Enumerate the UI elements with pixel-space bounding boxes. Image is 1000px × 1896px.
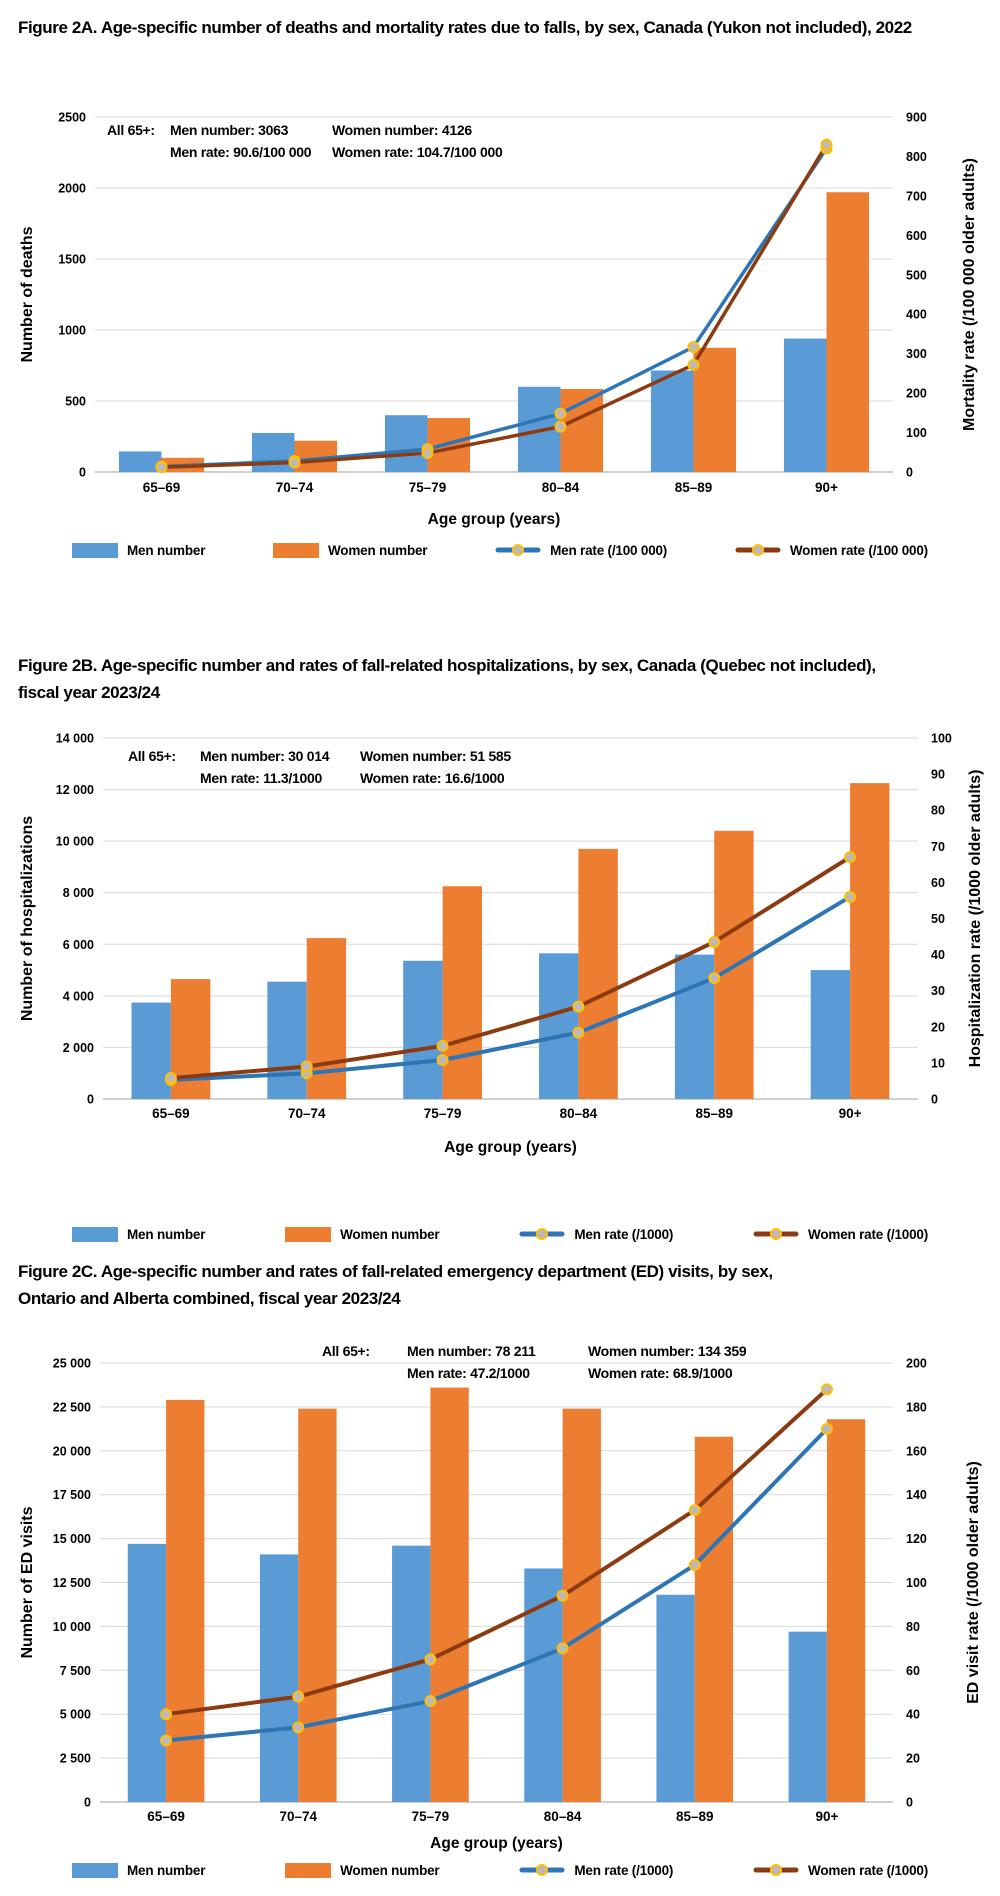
women-number-bar	[307, 938, 346, 1099]
chart-2C	[19, 1357, 982, 1853]
title-line: Figure 2C. Age-specific number and rates of fall-related emergency department (ED) visits, by sex,	[18, 1262, 773, 1281]
annotation-women-number: Women number: 134 359	[588, 1343, 747, 1359]
left-axis-title: Number of hospitalizations	[19, 815, 36, 1022]
annotation-women-number: Women number: 4126	[332, 122, 472, 138]
right-tick-label: 60	[906, 1663, 920, 1678]
legend-line-glyph	[735, 543, 781, 557]
annotation-2c-label: All 65+:	[322, 1343, 370, 1359]
left-tick-label: 2 000	[62, 1040, 94, 1055]
left-tick-label: 12 500	[52, 1576, 91, 1590]
men-number-bar	[651, 370, 694, 472]
left-tick-label: 4 000	[62, 989, 94, 1004]
annotation-men-rate: Men rate: 11.3/1000	[200, 770, 322, 786]
legend-line-glyph	[495, 543, 541, 557]
legend-item-men-rate	[519, 1863, 673, 1878]
rate-marker	[425, 1654, 435, 1664]
legend-line-glyph	[519, 1227, 565, 1241]
legend-label: Women rate (/1000)	[808, 1862, 928, 1878]
men-number-bar	[385, 415, 428, 472]
rate-marker	[558, 1591, 568, 1601]
men-number-bar	[811, 970, 850, 1099]
legend-label: Men rate (/1000)	[574, 1226, 674, 1242]
annotation-men-rate: Men rate: 47.2/1000	[407, 1365, 530, 1381]
x-tick-label: 70–74	[275, 480, 314, 495]
x-tick-label: 85–89	[695, 1106, 734, 1121]
annotation-2a-men	[170, 119, 311, 163]
right-tick-label: 20	[931, 1020, 945, 1035]
right-tick-label: 0	[906, 1795, 913, 1810]
women-number-bar	[563, 1409, 601, 1802]
rate-marker	[689, 342, 699, 352]
right-tick-label: 10	[931, 1056, 945, 1071]
left-tick-label: 0	[87, 1092, 94, 1107]
women-number-bar	[430, 1388, 468, 1802]
annotation-men-number: Men number: 30 014	[200, 748, 330, 764]
right-tick-label: 400	[906, 307, 927, 322]
left-tick-label: 2500	[58, 110, 86, 125]
right-tick-label: 60	[931, 875, 945, 890]
rate-marker	[161, 1709, 171, 1719]
rate-marker	[438, 1055, 448, 1065]
annotation-2c-men	[407, 1340, 535, 1384]
rate-marker	[293, 1722, 303, 1732]
left-tick-label: 20 000	[52, 1444, 91, 1459]
left-tick-label: 14 000	[55, 731, 94, 746]
right-tick-label: 200	[906, 1356, 927, 1371]
legend-label: Women number	[328, 542, 428, 558]
rate-marker	[709, 973, 719, 983]
legend-item-women-number	[273, 543, 427, 558]
annotation-2c-women	[588, 1340, 746, 1384]
figure-2a-legend	[72, 540, 928, 560]
left-tick-label: 17 500	[52, 1488, 91, 1503]
right-axis-title: Hospitalization rate (/1000 older adults)	[967, 769, 984, 1068]
left-tick-label: 1500	[58, 252, 86, 267]
annotation-2a-women	[332, 119, 502, 163]
right-tick-label: 500	[906, 268, 927, 283]
rate-marker	[822, 1384, 832, 1394]
right-tick-label: 140	[906, 1488, 927, 1503]
x-tick-label: 90+	[815, 480, 838, 495]
x-tick-label: 90+	[838, 1106, 862, 1121]
women-number-bar	[827, 192, 870, 472]
legend-item-men-number	[72, 1227, 205, 1242]
title-line: fiscal year 2023/24	[18, 683, 160, 702]
x-tick-label: 65–69	[142, 480, 181, 495]
x-tick-label: 70–74	[287, 1106, 326, 1121]
x-axis-title: Age group (years)	[430, 1835, 563, 1852]
rate-marker	[690, 1505, 700, 1515]
chart-2B	[19, 732, 984, 1157]
legend-label: Women rate (/1000)	[808, 1226, 928, 1242]
annotation-women-rate: Women rate: 104.7/100 000	[332, 144, 503, 160]
right-tick-label: 100	[906, 426, 927, 441]
legend-label: Men rate (/1000)	[574, 1862, 674, 1878]
legend-label: Men number	[127, 1862, 206, 1878]
left-tick-label: 1000	[58, 323, 86, 338]
x-tick-label: 75–79	[411, 1809, 450, 1824]
left-tick-label: 8 000	[62, 886, 94, 901]
left-axis-title: Number of deaths	[19, 226, 36, 363]
legend-swatch	[72, 1227, 118, 1242]
left-tick-label: 22 500	[52, 1400, 91, 1415]
rate-marker	[822, 1424, 832, 1434]
men-number-bar	[675, 955, 714, 1099]
rate-marker	[290, 458, 300, 468]
right-tick-label: 700	[906, 189, 927, 204]
rate-marker	[556, 409, 566, 419]
women-number-bar	[694, 348, 737, 472]
left-tick-label: 6 000	[62, 937, 94, 952]
left-tick-label: 500	[65, 394, 86, 409]
x-axis-title: Age group (years)	[427, 511, 561, 528]
women-number-bar	[827, 1419, 865, 1802]
right-tick-label: 120	[906, 1532, 927, 1547]
women-number-bar	[298, 1409, 336, 1802]
annotation-men-number: Men number: 3063	[170, 122, 289, 138]
title-line: Figure 2A. Age-specific number of deaths and mortality rates due to falls, by sex, Canada (Yukon not included), 2022	[18, 18, 912, 37]
x-tick-label: 75–79	[423, 1106, 462, 1121]
legend-item-men-number	[72, 1863, 205, 1878]
legend-item-women-rate	[753, 1227, 928, 1242]
figure-2b-legend	[72, 1224, 928, 1244]
men-number-bar	[656, 1595, 694, 1802]
legend-swatch	[72, 543, 118, 558]
x-axis-title: Age group (years)	[444, 1139, 577, 1156]
left-tick-label: 10 000	[55, 834, 94, 849]
legend-label: Men number	[127, 542, 206, 558]
right-tick-label: 900	[906, 110, 927, 125]
left-tick-label: 5 000	[59, 1707, 91, 1722]
annotation-women-number: Women number: 51 585	[360, 748, 511, 764]
right-tick-label: 40	[906, 1707, 920, 1722]
legend-line-glyph	[519, 1863, 565, 1877]
annotation-men-rate: Men rate: 90.6/100 000	[170, 144, 312, 160]
rate-marker	[293, 1692, 303, 1702]
legend-line-glyph	[753, 1863, 799, 1877]
right-tick-label: 90	[931, 767, 945, 782]
legend-swatch	[285, 1227, 331, 1242]
right-axis-title: ED visit rate (/1000 older adults)	[965, 1461, 982, 1704]
men-number-bar	[539, 953, 578, 1099]
men-number-bar	[252, 433, 295, 472]
women-number-bar	[850, 783, 889, 1099]
left-tick-label: 10 000	[52, 1619, 91, 1634]
legend-item-women-number	[285, 1863, 439, 1878]
annotation-2b-women	[360, 745, 511, 789]
rate-marker	[690, 1560, 700, 1570]
men-number-bar	[784, 339, 827, 472]
left-tick-label: 25 000	[52, 1356, 91, 1371]
legend-item-women-rate	[735, 543, 928, 558]
annotation-women-rate: Women rate: 68.9/1000	[588, 1365, 733, 1381]
annotation-2b-men	[200, 745, 329, 789]
right-tick-label: 600	[906, 228, 927, 243]
legend-item-men-rate	[519, 1227, 673, 1242]
rate-marker	[166, 1073, 176, 1083]
right-tick-label: 100	[931, 731, 952, 746]
rate-marker	[845, 852, 855, 862]
x-tick-label: 70–74	[279, 1809, 318, 1824]
rate-marker	[709, 937, 719, 947]
right-tick-label: 30	[931, 984, 945, 999]
annotation-women-rate: Women rate: 16.6/1000	[360, 770, 505, 786]
legend-swatch	[72, 1863, 118, 1878]
legend-label: Men number	[127, 1226, 206, 1242]
legend-item-men-rate	[495, 543, 667, 558]
men-number-bar	[403, 961, 442, 1099]
left-axis-title: Number of ED visits	[19, 1506, 36, 1659]
rate-marker	[558, 1643, 568, 1653]
rate-marker	[845, 892, 855, 902]
left-tick-label: 0	[84, 1795, 91, 1810]
legend-item-women-rate	[753, 1863, 928, 1878]
legend-item-women-number	[285, 1227, 439, 1242]
left-tick-label: 0	[79, 465, 86, 480]
men-number-bar	[267, 982, 306, 1099]
figure-2a-title	[18, 14, 968, 41]
legend-item-men-number	[72, 543, 205, 558]
men-number-bar	[128, 1544, 166, 1802]
right-tick-label: 100	[906, 1576, 927, 1590]
annotation-2a-label: All 65+:	[107, 122, 155, 138]
right-tick-label: 70	[931, 839, 945, 854]
x-tick-label: 80–84	[543, 1809, 582, 1824]
title-line: Figure 2B. Age-specific number and rates of fall-related hospitalizations, by sex, Canada (Quebec not included),	[18, 656, 876, 675]
right-tick-label: 800	[906, 149, 927, 164]
legend-label: Men rate (/100 000)	[550, 542, 668, 558]
x-tick-label: 75–79	[408, 480, 447, 495]
right-tick-label: 20	[906, 1751, 920, 1766]
rate-marker	[423, 448, 433, 458]
figure-2c-legend	[72, 1860, 928, 1880]
figure-2b-title	[18, 652, 968, 706]
right-tick-label: 0	[906, 465, 913, 480]
legend-swatch	[285, 1863, 331, 1878]
x-tick-label: 85–89	[674, 480, 713, 495]
rate-marker	[822, 140, 832, 150]
right-tick-label: 80	[906, 1619, 920, 1634]
rate-marker	[438, 1041, 448, 1051]
right-tick-label: 0	[931, 1092, 938, 1107]
rate-marker	[573, 1002, 583, 1012]
legend-label: Women rate (/100 000)	[789, 542, 928, 558]
right-tick-label: 200	[906, 386, 927, 401]
rate-marker	[161, 1736, 171, 1746]
rate-marker	[573, 1028, 583, 1038]
left-tick-label: 15 000	[52, 1532, 91, 1547]
men-number-bar	[132, 1003, 171, 1099]
x-tick-label: 80–84	[559, 1106, 598, 1121]
right-tick-label: 180	[906, 1400, 927, 1415]
men-number-bar	[119, 451, 162, 472]
legend-swatch	[273, 543, 319, 558]
women-number-bar	[443, 886, 482, 1099]
right-tick-label: 80	[931, 803, 945, 818]
annotation-2b-label: All 65+:	[128, 748, 176, 764]
x-tick-label: 90+	[815, 1809, 839, 1824]
title-line: Ontario and Alberta combined, fiscal year 2023/24	[18, 1289, 401, 1308]
rate-marker	[302, 1062, 312, 1072]
left-tick-label: 12 000	[55, 783, 94, 798]
legend-line-glyph	[753, 1227, 799, 1241]
figure-2c-title	[18, 1258, 968, 1312]
left-tick-label: 2 500	[59, 1751, 91, 1766]
left-tick-label: 2000	[58, 181, 86, 196]
annotation-men-number: Men number: 78 211	[407, 1343, 536, 1359]
chart-2A	[19, 111, 978, 529]
legend-label: Women number	[340, 1862, 440, 1878]
x-tick-label: 80–84	[541, 480, 580, 495]
men-number-bar	[789, 1632, 827, 1802]
x-tick-label: 65–69	[147, 1809, 185, 1824]
right-tick-label: 50	[931, 912, 945, 926]
men-number-bar	[260, 1554, 298, 1802]
rate-marker	[425, 1696, 435, 1706]
right-tick-label: 40	[931, 948, 945, 963]
rate-marker	[556, 422, 566, 432]
men-number-bar	[392, 1546, 430, 1802]
right-axis-title: Mortality rate (/100 000 older adults)	[961, 158, 978, 431]
x-tick-label: 65–69	[152, 1106, 190, 1121]
x-tick-label: 85–89	[675, 1809, 714, 1824]
rate-marker	[157, 462, 167, 472]
right-tick-label: 300	[906, 347, 927, 362]
rate-marker	[689, 360, 699, 370]
women-number-bar	[578, 849, 617, 1099]
left-tick-label: 7 500	[59, 1663, 91, 1678]
legend-label: Women number	[340, 1226, 440, 1242]
right-tick-label: 160	[906, 1444, 927, 1459]
